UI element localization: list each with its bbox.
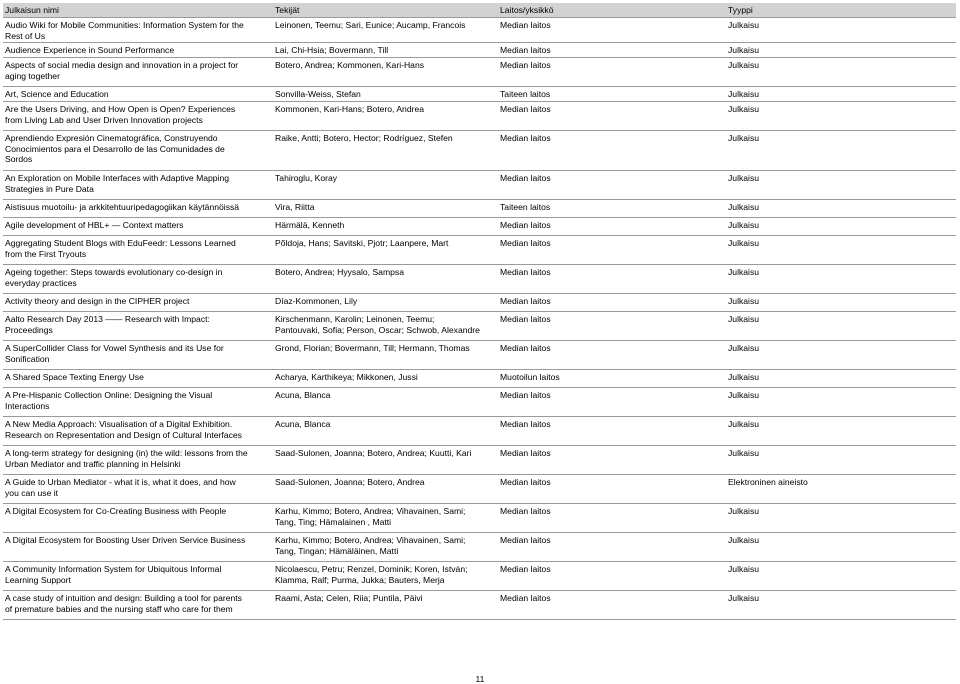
cell-title: A case study of intuition and design: Building a tool for parents of premature babies and the nursing staff who care for them [5, 593, 242, 614]
header-unit: Laitos/yksikkö [500, 5, 554, 15]
table-row [3, 312, 956, 341]
cell-authors: Lai, Chi-Hsia; Bovermann, Till [275, 45, 389, 55]
table-row [3, 294, 956, 312]
cell-title: Are the Users Driving, and How Open is Open? Experiences from Living Lab and User Driven Innovation projects [5, 104, 236, 125]
cell-title: Aalto Research Day 2013 —— Research with Impact: Proceedings [5, 314, 210, 335]
cell-title: Art, Science and Education [5, 89, 109, 99]
cell-title: A Pre-Hispanic Collection Online: Designing the Visual Interactions [5, 390, 213, 411]
cell-authors: Härmälä, Kenneth [275, 220, 345, 230]
cell-unit: Median laitos [500, 104, 551, 114]
cell-title: Aggregating Student Blogs with EduFeedr: Lessons Learned from the First Tryouts [5, 238, 236, 259]
cell-authors: Kirschenmann, Karolin; Leinonen, Teemu; Pantouvaki, Sofia; Person, Oscar; Schwob, Alexandre [275, 314, 480, 335]
cell-unit: Median laitos [500, 390, 551, 400]
cell-type: Julkaisu [728, 419, 760, 429]
cell-unit: Median laitos [500, 314, 551, 324]
cell-authors: Acuna, Blanca [275, 390, 331, 400]
cell-authors: Vira, Riitta [275, 202, 315, 212]
table-row [3, 200, 956, 218]
cell-authors: Karhu, Kimmo; Botero, Andrea; Vihavainen, Sami; Tang, Ting; Hämalainen , Matti [275, 506, 466, 527]
cell-unit: Median laitos [500, 133, 551, 143]
cell-type: Julkaisu [728, 89, 760, 99]
table-body [3, 18, 956, 620]
table-row [3, 417, 956, 446]
table-row [3, 446, 956, 475]
cell-authors: Raami, Asta; Celen, Riia; Puntila, Päivi [275, 593, 423, 603]
cell-type: Julkaisu [728, 104, 760, 114]
cell-unit: Muotoilun laitos [500, 372, 560, 382]
cell-authors: Põldoja, Hans; Savitski, Pjotr; Laanpere, Mart [275, 238, 449, 248]
table-row [3, 58, 956, 87]
cell-authors: Raike, Antti; Botero, Hector; Rodríguez, Stefen [275, 133, 453, 143]
cell-unit: Median laitos [500, 506, 551, 516]
cell-title: A Shared Space Texting Energy Use [5, 372, 144, 382]
cell-type: Julkaisu [728, 343, 760, 353]
cell-title: A New Media Approach: Visualisation of a Digital Exhibition. Research on Representation and Design of Cultural Interfaces [5, 419, 242, 440]
cell-type: Julkaisu [728, 535, 760, 545]
cell-type: Julkaisu [728, 238, 760, 248]
cell-authors: Botero, Andrea; Kommonen, Kari-Hans [275, 60, 425, 70]
cell-unit: Median laitos [500, 296, 551, 306]
cell-title: Aprendiendo Expresión Cinematográfica, Construyendo Conocimientos para el Desarrollo de las Comunidades de Sordos [5, 133, 225, 165]
cell-unit: Taiteen laitos [500, 202, 551, 212]
table-row [3, 18, 956, 43]
cell-unit: Median laitos [500, 45, 551, 55]
cell-unit: Taiteen laitos [500, 89, 551, 99]
cell-authors: Kommonen, Kari-Hans; Botero, Andrea [275, 104, 425, 114]
cell-type: Julkaisu [728, 390, 760, 400]
cell-title: A Guide to Urban Mediator - what it is, what it does, and how you can use it [5, 477, 236, 498]
cell-title: Audio Wiki for Mobile Communities: Information System for the Rest of Us [5, 20, 244, 41]
page-number: 11 [475, 674, 485, 684]
table-row [3, 43, 956, 58]
cell-title: A long-term strategy for designing (in) the wild: lessons from the Urban Mediator and traffic planning in Helsinki [5, 448, 248, 469]
cell-type: Julkaisu [728, 173, 760, 183]
cell-authors: Botero, Andrea; Hyysalo, Sampsa [275, 267, 404, 277]
cell-unit: Median laitos [500, 173, 551, 183]
cell-unit: Median laitos [500, 60, 551, 70]
cell-title: Agile development of HBL+ — Context matters [5, 220, 184, 230]
cell-title: Aistisuus muotoilu- ja arkkitehtuuripedagogiikan käytännöissä [5, 202, 240, 212]
cell-title: A Digital Ecosystem for Co-Creating Business with People [5, 506, 227, 516]
cell-authors: Leinonen, Teemu; Sari, Eunice; Aucamp, Francois [275, 20, 466, 30]
cell-authors: Karhu, Kimmo; Botero, Andrea; Vihavainen, Sami; Tang, Tingan; Hämäläinen, Matti [275, 535, 466, 556]
cell-type: Julkaisu [728, 593, 760, 603]
cell-type: Julkaisu [728, 506, 760, 516]
cell-title: Aspects of social media design and innovation in a project for aging together [5, 60, 239, 81]
cell-type: Julkaisu [728, 296, 760, 306]
cell-unit: Median laitos [500, 477, 551, 487]
table-row [3, 102, 956, 131]
cell-title: An Exploration on Mobile Interfaces with Adaptive Mapping Strategies in Pure Data [5, 173, 230, 194]
table-row [3, 131, 956, 171]
cell-authors: Saad-Sulonen, Joanna; Botero, Andrea [275, 477, 425, 487]
cell-authors: Sonvilla-Weiss, Stefan [275, 89, 361, 99]
cell-authors: Acharya, Karthikeya; Mikkonen, Jussi [275, 372, 418, 382]
cell-unit: Median laitos [500, 419, 551, 429]
cell-authors: Acuna, Blanca [275, 419, 331, 429]
table-header [3, 3, 956, 18]
cell-title: Audience Experience in Sound Performance [5, 45, 175, 55]
header-authors: Tekijät [275, 5, 300, 15]
table-row [3, 265, 956, 294]
table-row [3, 218, 956, 236]
cell-unit: Median laitos [500, 20, 551, 30]
table-row [3, 87, 956, 102]
cell-title: A SuperCollider Class for Vowel Synthesis and its Use for Sonification [5, 343, 224, 364]
table-row [3, 388, 956, 417]
table-row [3, 504, 956, 533]
cell-title: Ageing together: Steps towards evolutionary co-design in everyday practices [5, 267, 223, 288]
table-row [3, 562, 956, 591]
cell-unit: Median laitos [500, 343, 551, 353]
cell-unit: Median laitos [500, 238, 551, 248]
cell-type: Julkaisu [728, 314, 760, 324]
table-row [3, 475, 956, 504]
cell-unit: Median laitos [500, 593, 551, 603]
cell-authors: Díaz-Kommonen, Lily [275, 296, 358, 306]
cell-title: Activity theory and design in the CIPHER project [5, 296, 190, 306]
cell-authors: Grond, Florian; Bovermann, Till; Hermann, Thomas [275, 343, 470, 353]
cell-unit: Median laitos [500, 564, 551, 574]
table-row [3, 533, 956, 562]
cell-type: Julkaisu [728, 202, 760, 212]
cell-authors: Saad-Sulonen, Joanna; Botero, Andrea; Kuutti, Kari [275, 448, 472, 458]
cell-unit: Median laitos [500, 535, 551, 545]
cell-type: Julkaisu [728, 220, 760, 230]
cell-authors: Tahiroglu, Koray [275, 173, 338, 183]
cell-type: Julkaisu [728, 133, 760, 143]
cell-authors: Nicolaescu, Petru; Renzel, Dominik; Koren, István; Klamma, Ralf; Purma, Jukka; Bauters, Merja [275, 564, 468, 585]
cell-type: Julkaisu [728, 372, 760, 382]
header-type: Tyyppi [728, 5, 753, 15]
cell-unit: Median laitos [500, 448, 551, 458]
cell-unit: Median laitos [500, 220, 551, 230]
table-row [3, 341, 956, 370]
cell-type: Julkaisu [728, 45, 760, 55]
table-row [3, 370, 956, 388]
table-row [3, 236, 956, 265]
cell-title: A Community Information System for Ubiquitous Informal Learning Support [5, 564, 222, 585]
cell-type: Julkaisu [728, 60, 760, 70]
cell-unit: Median laitos [500, 267, 551, 277]
table-row [3, 591, 956, 620]
table-row [3, 171, 956, 200]
cell-type: Julkaisu [728, 20, 760, 30]
cell-type: Elektroninen aineisto [728, 477, 808, 487]
cell-title: A Digital Ecosystem for Boosting User Driven Service Business [5, 535, 246, 545]
cell-type: Julkaisu [728, 564, 760, 574]
header-title: Julkaisun nimi [5, 5, 59, 15]
cell-type: Julkaisu [728, 267, 760, 277]
publications-table [3, 3, 956, 620]
cell-type: Julkaisu [728, 448, 760, 458]
